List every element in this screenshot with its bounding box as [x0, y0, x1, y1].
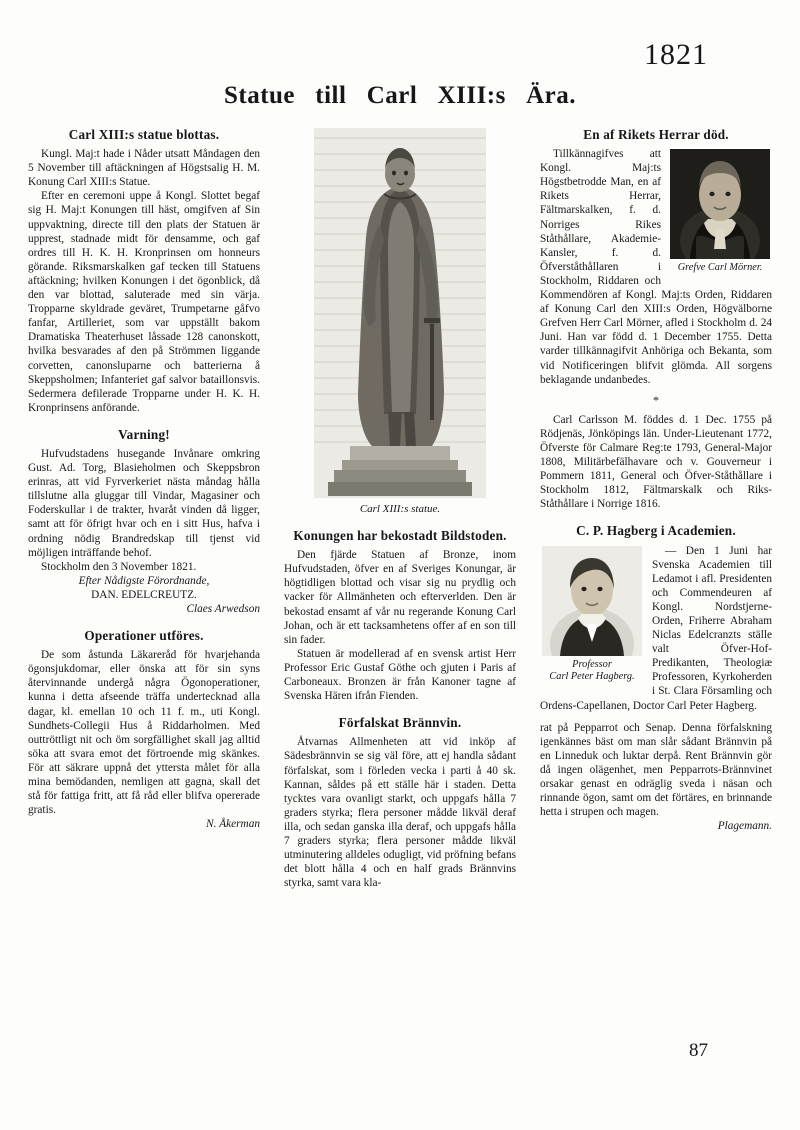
year-heading: 1821 — [644, 38, 708, 71]
portrait-carl-morner — [668, 149, 772, 275]
title-word-xiii: XIII:s — [437, 82, 506, 109]
left-paragraph-1: Kungl. Maj:t hade i Nåder utsatt Måndagen den 5 November till aftäckningen af Högstsalig H. M. Konung Carl XIII:s Statue. — [28, 148, 260, 189]
left-paragraph-5: De som åstunda Läkareråd för hvarjehanda ögonsjukdomar, eller önska att för sin syns återvinnande undergå några Ögonoperationer, kunna i detta afseende träffa undertecknad alla dagar, kl. emellan 10 och 11 f. m., uti Kongl. Sundhets-Collegii Hus å Riddarholmen. Med outtröttligt nit och öm sorgfällighet skall jag alltid söka att svara emot det förtroende mig skänkes. För att säkrare uppnå det yttersta målet för alla mina bemödanden, nemligen att gagna, skall det stå för fattiga fritt, att få råd eller blifva opererade gratis. — [28, 649, 260, 817]
section-divider-asterisk: * — [653, 392, 659, 407]
middle-paragraph-2: Statuen är modellerad af en svensk artist Herr Professor Eric Gustaf Göthe och gjuten i Paris af Carboneaux. Bronzen är från Kanoner tagne af Svenska Hären ifrån Fienden. — [284, 647, 516, 703]
portrait-caption-hagberg-line1: Professor — [572, 658, 612, 670]
portrait-image-hagberg — [542, 546, 642, 656]
left-signature-2: DAN. EDELCREUTZ. — [91, 588, 197, 601]
right-paragraph-4: rat på Pepparrot och Senap. Denna förfalskning igenkännes bäst om man slår sådant Brännvin på en Linneduk och luktar derpå. Rent Brännvin gör då ingen olägenhet, men Pepparrots-Brännvinet orsakar genast en odräglig sveda i näsan och rinnande ögon, samt om det förtäres, en brinnande hetta i strupen och magen. — [540, 721, 772, 819]
right-heading-hagberg: C. P. Hagberg i Academien. — [576, 523, 736, 539]
middle-heading-forfalskat-brannvin: Förfalskat Brännvin. — [338, 715, 462, 731]
title-word-till: till — [315, 82, 347, 109]
title-word-carl: Carl — [366, 82, 418, 109]
page-number: 87 — [689, 1040, 708, 1061]
statue-figure — [284, 128, 516, 516]
portrait-caption-morner: Grefve Carl Mörner. — [677, 262, 763, 274]
left-signature-1: Efter Nådigste Förordnande, — [78, 574, 210, 587]
left-paragraph-4: Stockholm den 3 November 1821. — [41, 560, 197, 573]
portrait-caption-hagberg — [540, 659, 644, 684]
right-paragraph-1: Tillkännagifves att Kongl. Maj:ts Högstbetrodde Man, en af Rikets Herrar, Fältmarskalken, f. d. Norriges Rikes Ståthållare, Akademie-Kansler, f. d. Öfverståthållaren i Stockholm, Riddaren och Kommendören af Kongl. Maj:ts Orden, Riddaren af Konung Carl den XIII:s Orden, Högvälborne Grefven Herr Carl Mörner, afled i Stockholm d. 24 Juni. Han var född d. 1 December 1755. Detta varder tillkännagifvit Anhöriga och Bekanta, som vid Notificeringen blifvit glömda. All sorgens beklagande undanbedes. — [540, 148, 772, 386]
right-column — [540, 128, 772, 833]
portrait-image-morner — [670, 149, 770, 259]
right-paragraph-2: Carl Carlsson M. föddes d. 1 Dec. 1755 på Rödjenäs, Jönköpings län. Under-Lieutenant 1772, Öfverste för Calmare Reg:te 1793, General-Major 1808, Militärbefälhavare och v. Gouverneur i Pommern 1811, General och Öfver-Ståthållare i Stockholm 1812, Fältmarskalk och Riks-Ståthållare i Norrige 1816. — [540, 413, 772, 511]
left-heading-varning: Varning! — [118, 426, 170, 442]
left-paragraph-2: Efter en ceremoni uppe å Kongl. Slottet begaf sig H. Maj:t Konungen till häst, omgifven af Sin uppvaktning, directe till den plats der Statuen är upprest, stadnade midt för densamme, och gaf ordres till H. K. H. Kronprinsen om honneurs görande. Riksmarskalken gaf tecken till Statuens aftäckning; hvilken Konungen i det ögonblick, då den var blottad, saluterade med sin värja. Tropparne skyldrade geväret, Trumpetarne gåfvo fanfar, Artilleriet, som var uppställt bakom Dramatiska Theaterhuset låssade 128 canonskott, hvilka besvarades af den på Strömmen liggande corvetten, canonsluparne och batterierna å Skeppsholmen; Infanteriet gaf salvor bataillonsvis. Sedermera defilerade Tropparne under H. K. H. Kronprinsens anförande. — [28, 190, 260, 414]
right-heading-rikets-herrar: En af Rikets Herrar död. — [583, 127, 729, 142]
portrait-caption-hagberg-line2: Carl Peter Hagberg. — [549, 671, 635, 683]
left-signature-3: Claes Arwedson — [186, 603, 260, 615]
middle-heading-bildstoden: Konungen har bekostadt Bildstoden. — [293, 528, 507, 544]
left-paragraph-3: Hufvudstadens husegande Invånare omkring Gust. Ad. Torg, Blasieholmen och Skeppsbron erinras, att vid Fyrverkeriet nästa måndag hålla tillslutne alla gluggar till Vindar, Magasiner och Foderskullar i de trakter, hvaråt vinden då ligger, samt att för öfrigt hvar och en i sitt Hus, hafva i ordning nödig Brandredskap till tjenst vid möjligen inträffande behof. — [28, 447, 260, 559]
statue-figure-caption: Carl XIII:s statue. — [359, 503, 441, 515]
page-title — [0, 82, 800, 110]
statue-illustration — [314, 128, 486, 498]
columns-container — [28, 128, 772, 1078]
left-heading-statue-blottas: Carl XIII:s statue blottas. — [68, 127, 220, 142]
portrait-carl-peter-hagberg — [540, 546, 644, 684]
middle-paragraph-3: Åtvarnas Allmenheten att vid inköp af Sädesbrännvin se sig väl före, att ej handla sådant förfalskat, som i förleden vecka i parti å 40 sk. Kannan, såldes på ett ställe här i staden. Detta tycktes vara ovanligt starkt, och uppgafs hålla 7 graders styrka; flera personer mådde likväl deraf illa, och sedan ganska illa deraf, och uppgafs hålla 7 graders styrka; flera personer mådde likväl utminutering alldeles odugligt, vid pröfning befans det blott hålla 4 och en half grads Brännvins styrka, samt vara kla- — [284, 736, 516, 890]
right-paragraph-3: — Den 1 Juni har Svenska Academien till Ledamot i afl. Presidenten och Commendeuren af Kongl. Nordstjerne-Orden, Friherre Abraham Niclas Edelcranzts ställe valt Öfver-Hof-Predikanten, Theologiæ Professoren, Kyrkoherden i St. Clara Församling och Ordens-Capellanen, Doctor Carl Peter Hagberg. — [540, 544, 772, 712]
middle-column — [284, 128, 516, 890]
title-word-statue: Statue — [223, 82, 296, 109]
middle-paragraph-1: Den fjärde Statuen af Bronze, inom Hufvudstaden, öfver en af Sveriges Konungar, är högtidligen blottad och visar sig nu prydlig och vacker för Allmänheten och efterverlden. Den är bekostad ensamt af vår nu regerande Konung Carl Johan, och är ett tacksamhetens offer af en son till sin fader. — [284, 549, 516, 646]
right-signature: Plagemann. — [717, 820, 772, 833]
left-signature-4: N. Åkerman — [206, 818, 260, 831]
title-word-ara: Ära. — [526, 82, 577, 109]
left-column — [28, 128, 260, 831]
left-heading-operationer: Operationer utföres. — [84, 628, 204, 644]
